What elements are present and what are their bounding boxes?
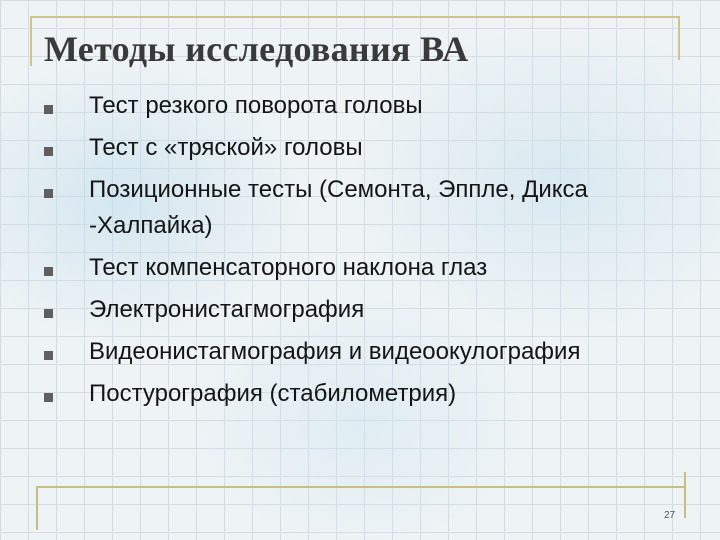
frame-top-line [30, 16, 680, 18]
list-item-text: Тест с «тряской» головы [89, 134, 363, 161]
list-item [42, 172, 682, 244]
frame-right-line [678, 16, 680, 60]
list-item-text: Тест компенсаторного наклона глаз [89, 254, 488, 281]
slide-title: Методы исследования ВА [44, 29, 469, 69]
list-item [42, 376, 682, 412]
list-item-text: Тест резкого поворота головы [89, 92, 423, 119]
list-item-text: Постурография (стабилометрия) [89, 380, 457, 407]
frame-bottom-right-tick [684, 472, 686, 518]
list-item-text: Позиционные тесты (Семонта, Эппле, Дикса -Халпайка) [89, 176, 588, 239]
list-item [42, 250, 682, 286]
frame-left-line [30, 16, 32, 66]
square-bullet-icon [44, 351, 53, 360]
square-bullet-icon [44, 147, 53, 156]
frame-bottom-line [36, 486, 686, 488]
list-item [42, 292, 682, 328]
list-item [42, 130, 682, 166]
list-item-text: Видеонистагмография и видеоокулография [89, 338, 581, 365]
square-bullet-icon [44, 393, 53, 402]
frame-bottom-left-tick [36, 486, 38, 530]
square-bullet-icon [44, 189, 53, 198]
square-bullet-icon [44, 105, 53, 114]
page-number: 27 [664, 510, 676, 521]
list-item [42, 88, 682, 124]
list-item [42, 334, 682, 370]
square-bullet-icon [44, 267, 53, 276]
list-item-text: Электронистагмография [89, 296, 365, 323]
bullet-list [42, 88, 682, 418]
square-bullet-icon [44, 309, 53, 318]
